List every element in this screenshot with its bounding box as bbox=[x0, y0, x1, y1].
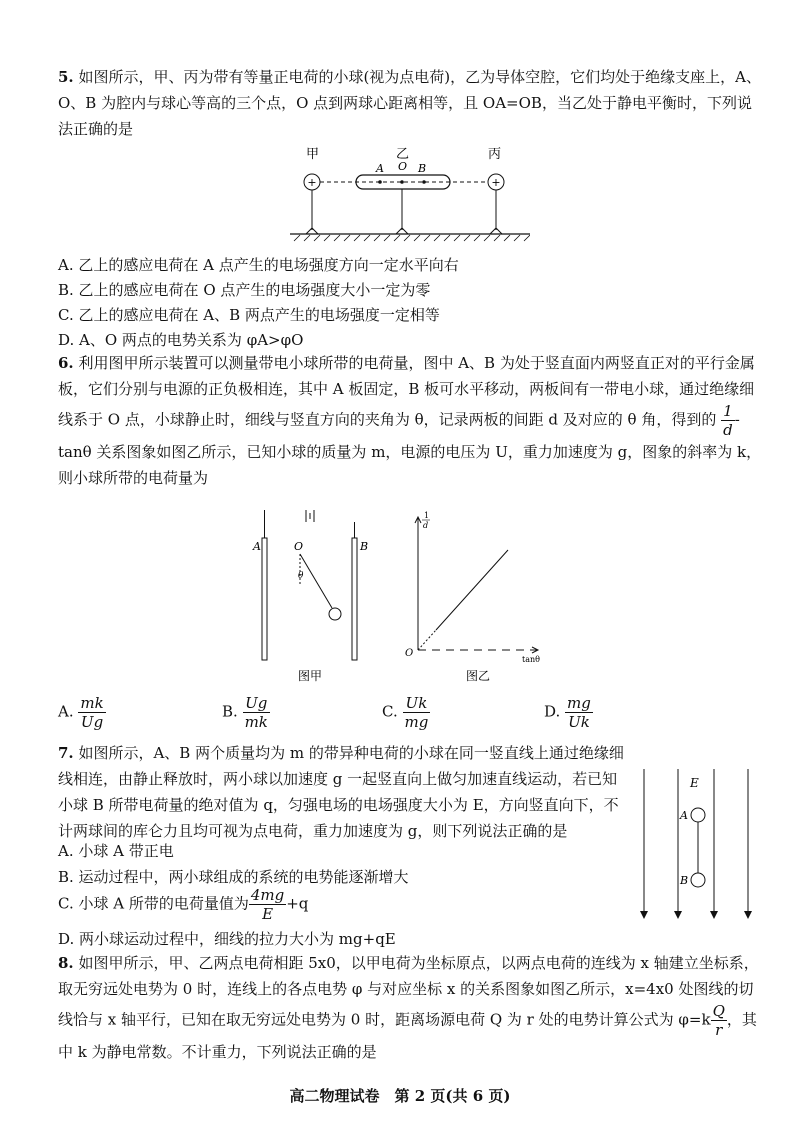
charged-ball bbox=[329, 608, 341, 620]
support-bases bbox=[306, 228, 502, 234]
question-stem-part2: ，其中 k 为静电常数。不计重力，下列说法正确的是 bbox=[58, 1010, 757, 1061]
option-5d: D. A、O 两点的电势关系为 φA>φO bbox=[58, 331, 304, 349]
battery-icon bbox=[306, 510, 314, 522]
page-footer: 高二物理试卷 第 2 页(共 6 页) bbox=[289, 1087, 511, 1105]
origin-label: O bbox=[405, 648, 414, 659]
line-extension bbox=[418, 630, 436, 650]
figure-q7-electric-field bbox=[630, 765, 760, 925]
question-number: 7. bbox=[58, 744, 74, 762]
answer-6a: A. $\frac{mk}{Ug}$ bbox=[58, 694, 104, 731]
x-axis-label: tanθ bbox=[522, 655, 540, 664]
caption-yi: 图乙 bbox=[466, 669, 491, 683]
field-label: E bbox=[690, 776, 699, 790]
ground-hatch bbox=[294, 235, 530, 241]
label-jia: 甲 bbox=[306, 147, 320, 162]
question-5 bbox=[58, 64, 764, 142]
angle-theta: θ bbox=[298, 571, 304, 581]
figure-q6-parallel-plates bbox=[240, 504, 550, 684]
fraction-one-over-d bbox=[721, 402, 735, 439]
point-a-label: A bbox=[376, 162, 384, 175]
plate-b-label: B bbox=[360, 540, 369, 553]
option-7b: B. 运动过程中，两小球组成的系统的电势能逐渐增大 bbox=[58, 868, 409, 886]
point-o bbox=[400, 180, 404, 184]
y-label-num: 1 bbox=[424, 511, 430, 520]
plate-b bbox=[352, 538, 357, 660]
fraction-q-over-r: $\frac{Q}{r}$ bbox=[712, 1002, 725, 1039]
label-yi: 乙 bbox=[396, 147, 410, 162]
question-stem-part1: 利用图甲所示装置可以测量带电小球所带的电荷量，图中 A、B 为处于竖直面内两竖直正对的平行金属板，它们分别与电源的正负极相连，其中 A 板固定，B 板可水平移动，两板间有一带电小球，通过绝缘细线系于 O 点，小球静止时，细线与竖直方向的夹角为 θ，记录两板的间距 d 及对应的 θ 角，得到的 bbox=[58, 354, 755, 429]
question-7 bbox=[58, 740, 630, 844]
plus-sign: + bbox=[491, 176, 501, 189]
point-b-label: B bbox=[418, 162, 427, 175]
question-number: 8. bbox=[58, 954, 74, 972]
option-5a: A. 乙上的感应电荷在 A 点产生的电场强度方向一定水平向右 bbox=[58, 256, 459, 274]
point-a bbox=[378, 180, 382, 184]
field-lines bbox=[644, 769, 748, 915]
graph-line bbox=[436, 550, 508, 630]
question-stem-part2: -tanθ 关系图象如图乙所示，已知小球的质量为 m，电源的电压为 U，重力加速度为 g，图象的斜率为 k，则小球所带的电荷量为 bbox=[58, 410, 762, 487]
question-6 bbox=[58, 350, 764, 491]
ball-b bbox=[691, 873, 705, 887]
option-5c: C. 乙上的感应电荷在 A、B 两点产生的电场强度一定相等 bbox=[58, 306, 440, 324]
plate-a bbox=[262, 538, 267, 660]
ball-a bbox=[691, 808, 705, 822]
label-bing: 丙 bbox=[488, 147, 502, 162]
point-o-label: O bbox=[294, 540, 304, 553]
option-5b: B. 乙上的感应电荷在 O 点产生的电场强度大小一定为零 bbox=[58, 281, 431, 299]
question-stem: 如图所示，A、B 两个质量均为 m 的带异种电荷的小球在同一竖直线上通过绝缘细线相连，由静止释放时，两小球以加速度 g 一起竖直向上做匀加速直线运动，若已知小球 B 所带电荷量的绝对值为 q，匀强电场的电场强度大小为 E，方向竖直向下，不计两球间的库仑力且均可视为点电荷，重力加速度为 g，则下列说法正确的是 bbox=[58, 744, 624, 840]
option-7a: A. 小球 A 带正电 bbox=[58, 842, 174, 860]
plus-sign: + bbox=[307, 176, 317, 189]
point-o-label: O bbox=[398, 160, 408, 173]
field-arrows bbox=[640, 911, 752, 919]
answer-6c: C. $\frac{Uk}{mg}$ bbox=[382, 694, 429, 731]
fraction-numerator: 1 bbox=[721, 402, 735, 421]
question-number: 5. bbox=[58, 68, 74, 86]
point-b bbox=[422, 180, 426, 184]
question-number: 6. bbox=[58, 354, 74, 372]
fraction-denominator: d bbox=[723, 421, 733, 439]
caption-jia: 图甲 bbox=[298, 669, 323, 683]
ball-b-label: B bbox=[680, 874, 689, 887]
y-label-den: d bbox=[423, 521, 429, 530]
thread bbox=[300, 554, 332, 608]
question-stem: 如图所示，甲、丙为带有等量正电荷的小球(视为点电荷)，乙为导体空腔，它们均处于绝缘支座上，A、O、B 为腔内与球心等高的三个点，O 点到两球心距离相等，且 OA=OB，当乙处于静电平衡时，下列说法正确的是 bbox=[58, 68, 761, 138]
answer-6d: D. $\frac{mg}{Uk}$ bbox=[544, 694, 591, 731]
figure-q5-conductor-cavity bbox=[290, 142, 530, 242]
question-stem-part1: 如图甲所示，甲、乙两点电荷相距 5x0，以甲电荷为坐标原点，以两点电荷的连线为 x 轴建立坐标系，取无穷远处电势为 0 时，连线上的各点电势 φ 与对应坐标 x 的关系图象如图乙所示，x=4x0 处图线的切线恰与 x 轴平行，已知在取无穷远处电势为 0 时，距离场源电荷 Q 为 r 处的电势计算公式为 φ=k bbox=[58, 954, 759, 1029]
plate-a-label: A bbox=[253, 540, 261, 553]
option-7c: C. 小球 A 所带的电荷量值为 $\frac{4mg}{E}$ +q bbox=[58, 886, 309, 923]
ball-a-label: A bbox=[680, 809, 688, 822]
option-7d: D. 两小球运动过程中，细线的拉力大小为 mg+qE bbox=[58, 930, 396, 948]
answer-6b: B. $\frac{Ug}{mk}$ bbox=[222, 694, 268, 731]
question-8 bbox=[58, 950, 764, 1065]
